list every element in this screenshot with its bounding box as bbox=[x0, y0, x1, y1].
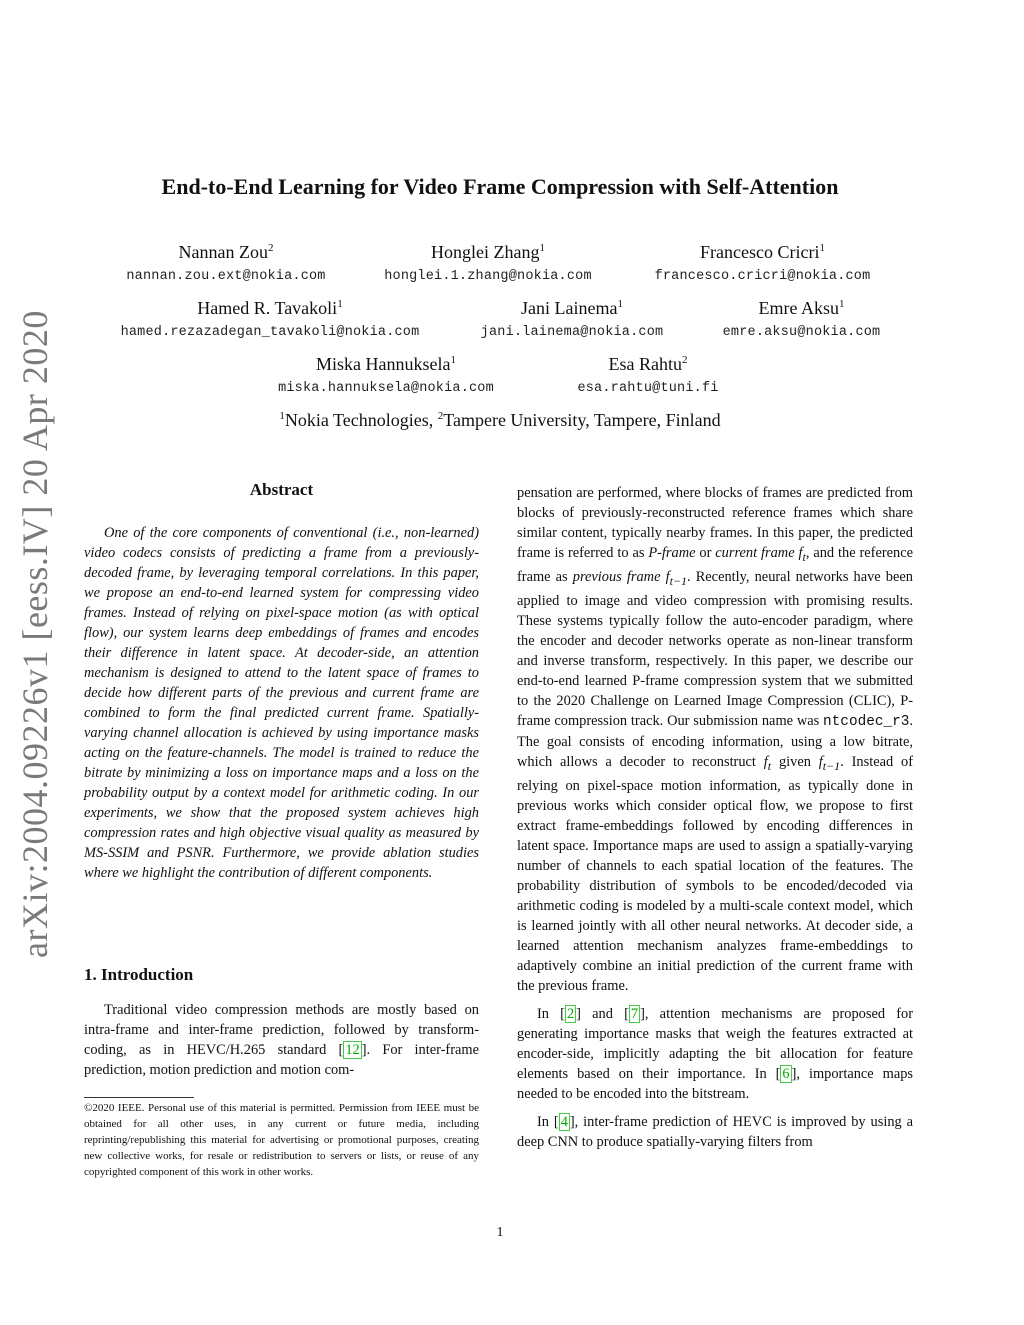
affil-mark: 2 bbox=[437, 410, 444, 422]
author-affil-mark: 2 bbox=[682, 354, 688, 366]
emph-term: current frame bbox=[715, 545, 795, 561]
citation-link[interactable]: 2 bbox=[566, 1005, 575, 1022]
author-name: Jani Lainema bbox=[521, 298, 618, 318]
copyright-footnote: ©2020 IEEE. Personal use of this material is permitted. Permission from IEEE must be obtained for all other uses, in any current or future media, including reprinting/republishing this material for advertising or promotional purposes, creating new collective works, for resale or redistribution to servers or lists, or reuse of any copyrighted component of this work in other works. bbox=[84, 1102, 479, 1178]
paragraph bbox=[517, 1004, 913, 1104]
citation-link[interactable]: 4 bbox=[560, 1113, 568, 1130]
author-email[interactable]: honglei.1.zhang@nokia.com bbox=[384, 269, 592, 284]
author-block bbox=[704, 298, 899, 340]
text-run: . The goal consists of encoding information, using a low bitrate, which allows a decoder to reconstruct bbox=[517, 712, 913, 770]
citation-link[interactable]: 6 bbox=[782, 1065, 790, 1082]
math-var: f bbox=[763, 753, 768, 770]
author-email[interactable]: nannan.zou.ext@nokia.com bbox=[126, 269, 326, 284]
author-email[interactable]: miska.hannuksela@nokia.com bbox=[278, 381, 494, 396]
author-block bbox=[100, 298, 440, 340]
math-subscript: t−1 bbox=[669, 573, 687, 588]
math-symbol bbox=[798, 545, 806, 564]
footnote-rule bbox=[84, 1097, 194, 1098]
text-run: Traditional video compression methods are mostly based on intra-frame and inter-frame prediction, followed by transform-coding, as in HEVC/H.265 standard [ bbox=[84, 1002, 479, 1058]
math-subscript: t−1 bbox=[822, 758, 841, 773]
math-var: f bbox=[798, 545, 803, 561]
author-block bbox=[462, 298, 682, 340]
author-affil-mark: 1 bbox=[819, 242, 825, 254]
math-symbol bbox=[665, 568, 687, 588]
author-email[interactable]: francesco.cricri@nokia.com bbox=[654, 269, 871, 284]
paragraph bbox=[517, 1112, 913, 1152]
paragraph bbox=[517, 483, 913, 996]
author-name: Emre Aksu bbox=[758, 298, 839, 318]
citation-link[interactable]: 12 bbox=[345, 1042, 360, 1058]
author-block bbox=[258, 354, 514, 396]
author-email[interactable]: hamed.rezazadegan_tavakoli@nokia.com bbox=[120, 325, 420, 340]
math-subscript: t bbox=[767, 758, 772, 773]
author-affil-mark: 1 bbox=[617, 298, 623, 310]
page-number: 1 bbox=[496, 1225, 504, 1240]
author-name: Esa Rahtu bbox=[608, 354, 682, 374]
affil-mark: 1 bbox=[279, 410, 285, 422]
text-run: or bbox=[695, 545, 716, 561]
text-run: ] and [ bbox=[576, 1005, 629, 1022]
author-block bbox=[630, 242, 895, 284]
author-affil-mark: 1 bbox=[337, 298, 343, 310]
section-heading-introduction: 1. Introduction bbox=[84, 965, 194, 984]
author-name: Hamed R. Tavakoli bbox=[197, 298, 338, 318]
affiliations bbox=[0, 410, 1000, 431]
paper-title: End-to-End Learning for Video Frame Compression with Self-Attention bbox=[161, 174, 839, 199]
text-run: ], importance maps needed to be encoded into the bitstream. bbox=[517, 1065, 913, 1102]
right-column bbox=[517, 483, 913, 1152]
text-run: , and the reference frame as bbox=[517, 545, 913, 585]
author-email[interactable]: esa.rahtu@tuni.fi bbox=[577, 381, 719, 396]
abstract-text: One of the core components of conventional (i.e., non-learned) video codecs consists of predicting a frame from a previously-decoded frame, by leveraging temporal correlations. In this paper, we propose an end-to-end learned system for compressing video frames. Instead of relying on pixel-space motion (as with optical flow), our system learns deep embeddings of frames and encodes their difference in latent space. At decoder-side, an attention mechanism is designed to attend to the latent space of frames to decide how different parts of the previous and current frame are combined to form the final predicted current frame. Spatially-varying channel allocation is achieved by using importance masks acting on the feature-channels. The model is trained to reduce the bitrate by minimizing a loss on importance maps and a loss on the probability output by a context model for arithmetic coding. In our experiments, we show that the proposed system achieves high compression rates and high objective visual quality as measured by MS-SSIM and PSNR. Furthermore, we provide ablation studies where we highlight the contribution of different components. bbox=[84, 525, 479, 881]
math-subscript: t bbox=[802, 549, 806, 564]
author-affil-mark: 1 bbox=[450, 354, 456, 366]
text-run: pensation are performed, where blocks of frames are predicted from blocks of previously-reconstructed reference frames which share similar content, typically nearby frames. In this paper, the predicted frame is referred to as bbox=[517, 485, 913, 561]
author-block bbox=[560, 354, 736, 396]
author-block bbox=[358, 242, 618, 284]
author-name: Honglei Zhang bbox=[431, 242, 540, 262]
author-affil-mark: 1 bbox=[839, 298, 845, 310]
text-run: ]. For inter-frame prediction, motion prediction and motion com- bbox=[84, 1042, 479, 1078]
text-run: In [ bbox=[537, 1005, 565, 1022]
text-run: . Recently, neural networks have been applied to image and video compression with promising results. These systems typically follow the auto-encoder paradigm, where the encoder and decoder networks operate as non-linear transform and inverse transform, respectively. In this paper, we describe our end-to-end learned P-frame compression system that we submitted to the 2020 Challenge on Learned Image Compression (CLIC), P-frame compression track. Our submission name was bbox=[517, 568, 913, 729]
author-name: Nannan Zou bbox=[178, 242, 268, 262]
text-run: In [ bbox=[537, 1113, 559, 1130]
math-var: f bbox=[665, 568, 670, 585]
abstract-heading: Abstract bbox=[249, 480, 314, 499]
citation-link[interactable]: 7 bbox=[630, 1005, 639, 1022]
author-email[interactable]: emre.aksu@nokia.com bbox=[722, 325, 881, 340]
text-run: ], attention mechanisms are proposed for generating importance masks that weigh the features extracted at encoder-side, implicitly adapting the bit allocation for feature elements based on their importance. In [ bbox=[517, 1005, 913, 1082]
text-run: . Instead of relying on pixel-space motion information, as typically done in previous works which consider optical flow, we propose to first extract frame-embeddings followed by encoding differences in latent space. Importance maps are used to assign a spatially-varying number of channels to each spatial location of the features. The probability distribution of symbols to be encoded/decoded via arithmetic coding is modeled by a multi-scale context model, which is learned jointly with all other neural networks. At decoder side, a learned attention mechanism analyzes frame-embeddings to adaptively combine an initial prediction of the current frame with the previous frame. bbox=[517, 753, 913, 994]
author-email[interactable]: jani.lainema@nokia.com bbox=[480, 325, 664, 340]
text-run: ], inter-frame prediction of HEVC is improved by using a deep CNN to produce spatially-varying filters from bbox=[517, 1113, 913, 1150]
author-affil-mark: 2 bbox=[267, 242, 274, 254]
math-symbol bbox=[763, 753, 772, 773]
emph-term: previous frame bbox=[572, 568, 661, 585]
code-name: ntcodec_r3 bbox=[823, 713, 910, 730]
text-run: given bbox=[771, 753, 819, 770]
arxiv-stamp: arXiv:2004.09226v1 [eess.IV] 20 Apr 2020 bbox=[15, 310, 55, 958]
affil-org: Nokia Technologies, bbox=[284, 410, 438, 430]
author-block bbox=[96, 242, 356, 284]
math-symbol bbox=[818, 753, 841, 773]
affil-org: Tampere University, Tampere, Finland bbox=[443, 410, 721, 430]
author-name: Francesco Cricri bbox=[700, 242, 820, 262]
author-affil-mark: 1 bbox=[539, 242, 545, 254]
author-name: Miska Hannuksela bbox=[316, 354, 451, 374]
emph-term: P-frame bbox=[648, 545, 696, 561]
math-var: f bbox=[818, 753, 823, 770]
intro-paragraph bbox=[84, 1000, 479, 1080]
